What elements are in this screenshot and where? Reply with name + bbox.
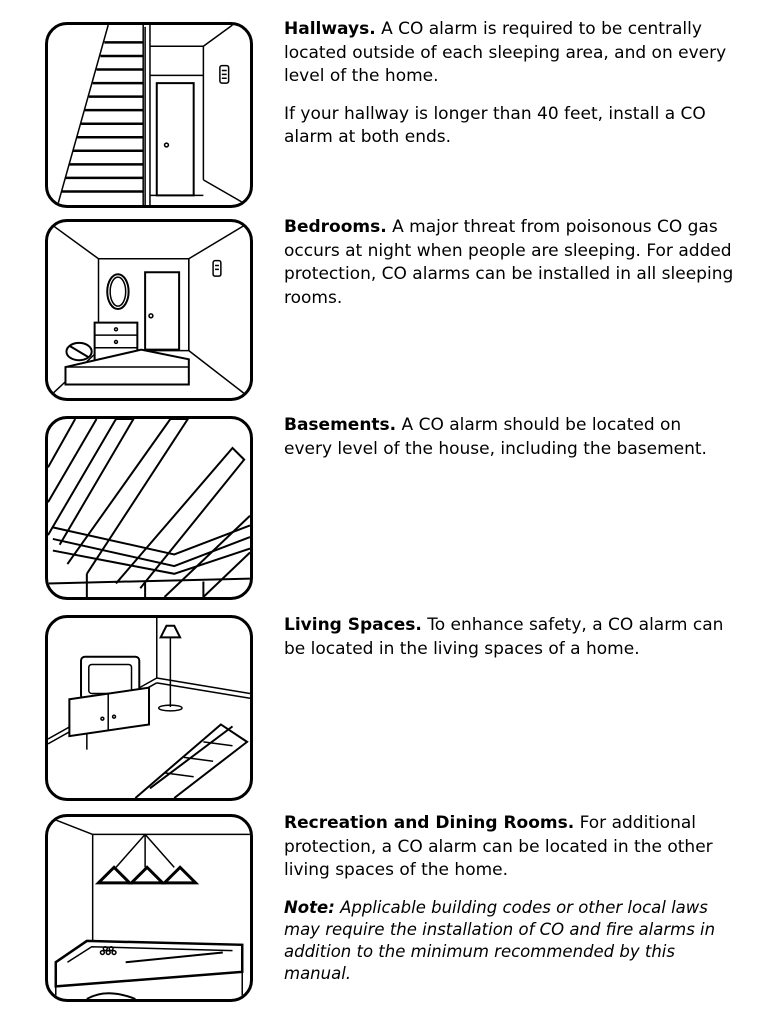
bedrooms-body: A major threat from poisonous CO gas occurs at night when people are sleeping. For added protection, CO alarms can be installed in all sleeping rooms. [284, 217, 734, 308]
basements-section-text [284, 414, 734, 475]
recreation-body: For additional protection, a CO alarm can be located in the other living spaces of the home. [284, 813, 713, 880]
bedrooms-paragraph [284, 216, 734, 310]
recreation-room-illustration [48, 817, 250, 999]
note-text: Applicable building codes or other local laws may require the installation of CO and fire alarms in addition to the minimum recommended by this manual. [284, 897, 716, 983]
building-code-note [284, 897, 734, 985]
basement-illustration-panel [45, 416, 253, 600]
hallway-staircase-illustration [48, 25, 250, 205]
living-spaces-heading: Living Spaces. [284, 615, 422, 635]
living-illustration-panel [45, 615, 253, 801]
living-spaces-section-text [284, 614, 734, 675]
note-label: Note: [284, 897, 335, 917]
hallways-section-text [284, 18, 734, 164]
recreation-heading: Recreation and Dining Rooms. [284, 813, 575, 833]
bedroom-illustration-panel [45, 219, 253, 401]
bedrooms-section-text [284, 216, 734, 324]
basements-body: A CO alarm should be located on every level of the house, including the basement. [284, 415, 707, 459]
living-room-illustration [48, 618, 250, 798]
recreation-paragraph [284, 812, 734, 883]
hallways-paragraph [284, 18, 734, 89]
living-spaces-body: To enhance safety, a CO alarm can be located in the living spaces of a home. [284, 615, 724, 659]
basements-heading: Basements. [284, 415, 397, 435]
basements-paragraph [284, 414, 734, 461]
bedrooms-heading: Bedrooms. [284, 217, 387, 237]
living-spaces-paragraph [284, 614, 734, 661]
hallway-illustration-panel [45, 22, 253, 208]
bedroom-illustration [48, 222, 250, 398]
recreation-section-text [284, 812, 734, 999]
hallways-heading: Hallways. [284, 19, 376, 39]
basement-joists-illustration [48, 419, 250, 597]
hallways-body: A CO alarm is required to be centrally located outside of each sleeping area, and on every level of the home. [284, 19, 727, 86]
hallways-length-tip: If your hallway is longer than 40 feet, install a CO alarm at both ends. [284, 103, 706, 147]
recreation-illustration-panel [45, 814, 253, 1002]
